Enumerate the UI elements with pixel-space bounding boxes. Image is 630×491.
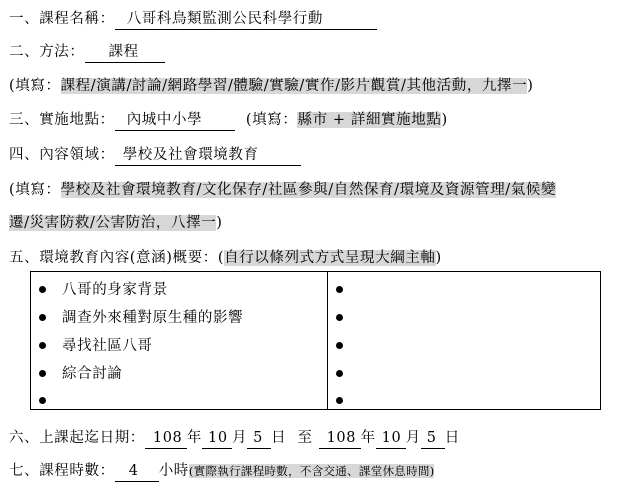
domain-note-line1 [9, 180, 556, 200]
course-name-row [9, 9, 377, 30]
outline-item [39, 280, 168, 300]
outline-table [30, 271, 601, 410]
year-unit: 年 [186, 430, 203, 446]
bullet-icon [39, 314, 46, 321]
bullet-icon [336, 397, 343, 404]
year-unit: 年 [360, 430, 376, 446]
bullet-icon [336, 314, 343, 321]
method-note-suffix: ) [527, 78, 534, 94]
outline-item [39, 336, 153, 356]
outline-item-text: 綜合討論 [62, 366, 123, 382]
start-day: 5 [247, 429, 271, 449]
outline-item-text: 尋找社區八哥 [62, 338, 153, 354]
location-label: 三、實施地點： [9, 112, 115, 128]
summary-note: 自行以條列式方式呈現大綱主軸 [224, 250, 436, 266]
hours-label: 七、課程時數： [9, 463, 115, 479]
outline-left-column [31, 272, 328, 409]
domain-note-line2 [9, 213, 223, 233]
method-options: 課程/演講/討論/網路學習/體驗/實驗/實作/影片觀賞/其他活動，九擇一 [60, 78, 528, 94]
dates-row [9, 428, 460, 449]
method-note-prefix: (填寫： [9, 78, 61, 94]
day-unit: 日 [271, 430, 287, 446]
outline-item [336, 391, 359, 411]
location-row [9, 110, 448, 131]
month-unit: 月 [405, 430, 421, 446]
domain-options-1: 學校及社會環境教育/文化保存/社區參與/自然保育/環境及資源管理/氣候變 [60, 182, 557, 198]
location-note: 縣市 + 詳細實施地點 [297, 112, 442, 128]
method-label: 二、方法： [9, 44, 85, 60]
bullet-icon [336, 342, 343, 349]
location-value: 內城中小學 [115, 111, 235, 131]
outline-item-text: 八哥的身家背景 [62, 282, 168, 298]
date-to: 至 [297, 430, 313, 446]
outline-item [336, 336, 359, 356]
domain-note-suffix: ) [216, 215, 223, 231]
domain-note-prefix: (填寫： [9, 182, 61, 198]
bullet-icon [336, 286, 343, 293]
outline-item [336, 364, 359, 384]
bullet-icon [336, 370, 343, 377]
summary-label: 五、環境教育內容(意涵)概要： [9, 250, 218, 266]
outline-item [336, 308, 359, 328]
start-year: 108 [145, 429, 187, 449]
method-note [9, 76, 534, 96]
bullet-icon [39, 286, 46, 293]
method-value: 課程 [85, 43, 165, 63]
hours-unit: 小時 [158, 463, 189, 479]
outline-item [39, 364, 122, 384]
summary-row [9, 248, 442, 268]
end-day: 5 [421, 429, 445, 449]
day-unit: 日 [444, 430, 460, 446]
end-year: 108 [319, 429, 361, 449]
location-note-suffix: ) [441, 112, 448, 128]
dates-label: 六、上課起迄日期： [9, 430, 145, 446]
domain-value: 學校及社會環境教育 [115, 146, 301, 166]
domain-label: 四、內容領域： [9, 147, 115, 163]
outline-right-column [328, 272, 600, 409]
course-name-label: 一、課程名稱： [9, 11, 115, 27]
month-unit: 月 [232, 430, 248, 446]
bullet-icon [39, 397, 46, 404]
hours-value: 4 [115, 462, 159, 482]
end-month: 10 [376, 429, 406, 449]
bullet-icon [39, 370, 46, 377]
summary-note-prefix: ( [217, 250, 225, 266]
course-name-value: 八哥科鳥類監測公民科學行動 [115, 10, 377, 30]
summary-note-suffix: ) [435, 250, 442, 266]
outline-item-text: 調查外來種對原生種的影響 [62, 310, 244, 326]
hours-row [9, 461, 434, 482]
domain-options-2: 遷/災害防救/公害防治，八擇一 [9, 215, 217, 231]
outline-item [39, 308, 243, 328]
outline-item [39, 391, 62, 411]
location-note-prefix: (填寫： [245, 112, 298, 128]
bullet-icon [39, 342, 46, 349]
outline-item [336, 280, 359, 300]
start-month: 10 [202, 429, 232, 449]
hours-note: (實際執行課程時數，不含交通、課堂休息時間) [188, 464, 435, 478]
domain-row [9, 145, 301, 166]
method-row [9, 42, 165, 63]
